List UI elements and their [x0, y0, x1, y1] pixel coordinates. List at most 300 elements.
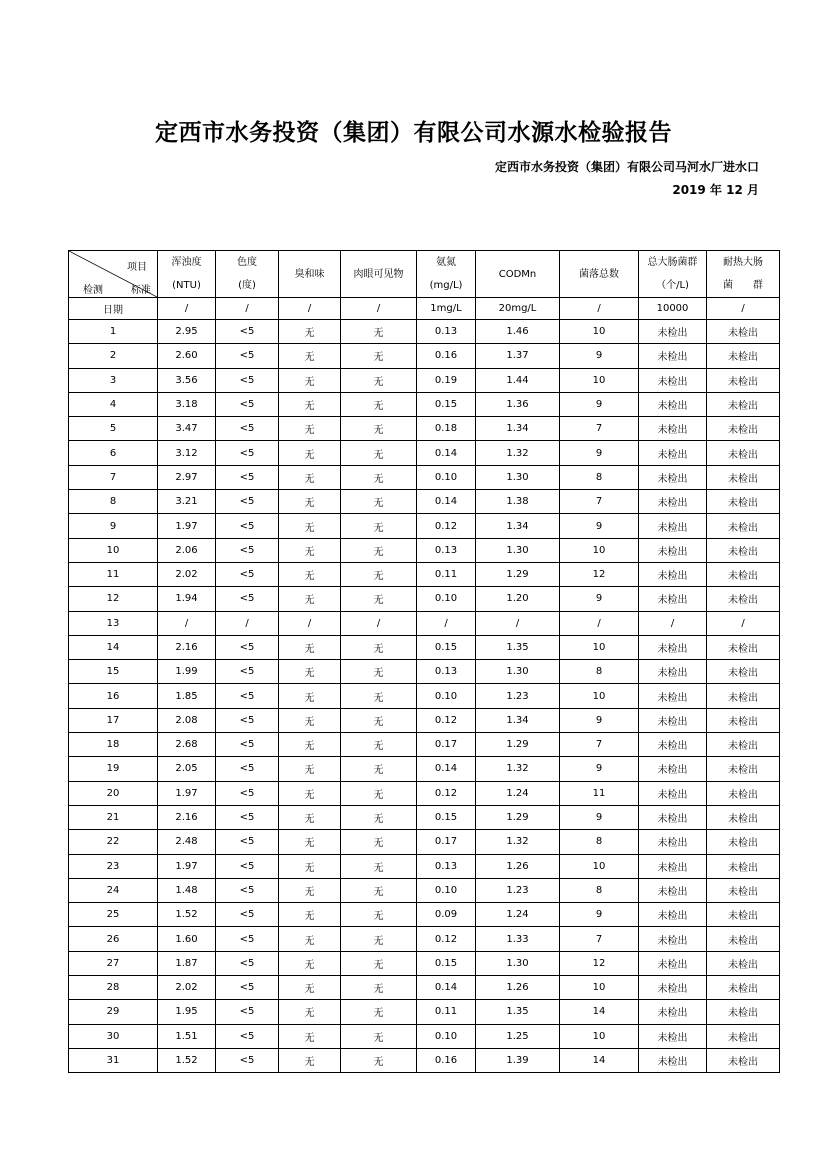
corner-item-label: 项目 [127, 262, 147, 273]
value-cell: 1.23 [476, 878, 560, 902]
column-header-unit: (mg/L) [429, 280, 463, 291]
value-cell: 1.94 [158, 587, 216, 611]
value-cell: 1.48 [158, 878, 216, 902]
value-cell: 1.29 [476, 805, 560, 829]
value-cell: 未检出 [707, 1024, 780, 1048]
value-cell: 1.36 [476, 392, 560, 416]
table-row [69, 757, 780, 781]
value-cell: 2.02 [158, 562, 216, 586]
value-cell: / [216, 611, 279, 635]
value-cell: 7 [560, 490, 639, 514]
value-cell: 无 [341, 903, 417, 927]
value-cell: <5 [216, 878, 279, 902]
value-cell: 0.15 [417, 805, 476, 829]
value-cell: 2.02 [158, 976, 216, 1000]
value-cell: 无 [341, 927, 417, 951]
value-cell: 9 [560, 344, 639, 368]
table-row [69, 417, 780, 441]
value-cell: 无 [341, 490, 417, 514]
day-cell: 25 [69, 903, 158, 927]
value-cell: 1.95 [158, 1000, 216, 1024]
value-cell: 2.05 [158, 757, 216, 781]
value-cell: 未检出 [707, 830, 780, 854]
day-cell: 4 [69, 392, 158, 416]
value-cell: 9 [560, 903, 639, 927]
value-cell: 无 [341, 757, 417, 781]
value-cell: 未检出 [707, 660, 780, 684]
value-cell: 无 [279, 684, 341, 708]
value-cell: 0.17 [417, 733, 476, 757]
value-cell: 无 [279, 660, 341, 684]
table-row [69, 854, 780, 878]
value-cell: 9 [560, 514, 639, 538]
column-header-title: 氨氮 [436, 257, 456, 268]
value-cell: 1.30 [476, 951, 560, 975]
column-header-title: 菌落总数 [579, 268, 619, 280]
value-cell: / [707, 611, 780, 635]
value-cell: 9 [560, 757, 639, 781]
day-cell: 8 [69, 490, 158, 514]
value-cell: 2.68 [158, 733, 216, 757]
value-cell: 1.35 [476, 635, 560, 659]
value-cell: 1.97 [158, 514, 216, 538]
day-cell: 19 [69, 757, 158, 781]
value-cell: 12 [560, 562, 639, 586]
day-cell: 6 [69, 441, 158, 465]
value-cell: 未检出 [707, 538, 780, 562]
value-cell: 未检出 [639, 587, 707, 611]
day-cell: 31 [69, 1048, 158, 1072]
value-cell: 无 [341, 951, 417, 975]
table-row [69, 368, 780, 392]
value-cell: 1.32 [476, 757, 560, 781]
corner-detect-label: 检测 [83, 285, 103, 296]
value-cell: 10 [560, 854, 639, 878]
value-cell: 2.08 [158, 708, 216, 732]
day-cell: 17 [69, 708, 158, 732]
value-cell: 1.34 [476, 708, 560, 732]
value-cell: 0.15 [417, 951, 476, 975]
value-cell: 8 [560, 660, 639, 684]
value-cell: 0.10 [417, 684, 476, 708]
value-cell: 未检出 [707, 684, 780, 708]
value-cell: 未检出 [707, 927, 780, 951]
value-cell: 未检出 [639, 344, 707, 368]
value-cell: 未检出 [707, 392, 780, 416]
value-cell: 0.14 [417, 490, 476, 514]
value-cell: 7 [560, 733, 639, 757]
value-cell: 无 [279, 733, 341, 757]
value-cell: <5 [216, 562, 279, 586]
value-cell: 7 [560, 417, 639, 441]
column-header-unit: (度) [238, 280, 256, 291]
value-cell: 无 [279, 854, 341, 878]
value-cell: / [279, 611, 341, 635]
value-cell: 无 [341, 320, 417, 344]
value-cell: 10 [560, 320, 639, 344]
day-cell: 18 [69, 733, 158, 757]
value-cell: <5 [216, 1048, 279, 1072]
value-cell: 1.26 [476, 854, 560, 878]
value-cell: 无 [341, 660, 417, 684]
value-cell: 无 [279, 538, 341, 562]
value-cell: 8 [560, 465, 639, 489]
day-cell: 9 [69, 514, 158, 538]
value-cell: 10 [560, 538, 639, 562]
water-quality-table [68, 250, 780, 1073]
value-cell: 1.37 [476, 344, 560, 368]
value-cell: 1.24 [476, 903, 560, 927]
value-cell: 无 [341, 805, 417, 829]
value-cell: 9 [560, 805, 639, 829]
column-header-unit: (NTU) [172, 280, 201, 291]
report-date: 2019 年 12 月 [672, 183, 759, 197]
value-cell: 1.52 [158, 1048, 216, 1072]
standard-row [69, 298, 780, 320]
value-cell: 10 [560, 1024, 639, 1048]
day-cell: 15 [69, 660, 158, 684]
value-cell: 无 [279, 1000, 341, 1024]
day-cell: 29 [69, 1000, 158, 1024]
report-title: 定西市水务投资（集团）有限公司水源水检验报告 [155, 120, 672, 146]
value-cell: 未检出 [639, 1024, 707, 1048]
value-cell: <5 [216, 392, 279, 416]
day-cell: 10 [69, 538, 158, 562]
value-cell: 无 [279, 830, 341, 854]
value-cell: 未检出 [639, 951, 707, 975]
value-cell: 0.10 [417, 587, 476, 611]
day-cell: 30 [69, 1024, 158, 1048]
value-cell: 无 [341, 684, 417, 708]
value-cell: 8 [560, 878, 639, 902]
value-cell: 0.10 [417, 1024, 476, 1048]
column-header-title: 臭和味 [294, 268, 325, 280]
table-row [69, 611, 780, 635]
table-row [69, 733, 780, 757]
value-cell: 未检出 [707, 951, 780, 975]
column-header-title: 色度 [237, 257, 257, 268]
value-cell: 未检出 [639, 417, 707, 441]
value-cell: 未检出 [707, 854, 780, 878]
value-cell: 0.12 [417, 514, 476, 538]
value-cell: <5 [216, 587, 279, 611]
value-cell: 未检出 [707, 344, 780, 368]
day-cell: 27 [69, 951, 158, 975]
value-cell: 3.56 [158, 368, 216, 392]
standard-value-2: / [216, 298, 279, 320]
value-cell: 2.48 [158, 830, 216, 854]
value-cell: 1.46 [476, 320, 560, 344]
value-cell: 无 [279, 490, 341, 514]
table-row [69, 562, 780, 586]
value-cell: 1.35 [476, 1000, 560, 1024]
value-cell: 0.13 [417, 320, 476, 344]
value-cell: 未检出 [639, 976, 707, 1000]
table-row [69, 392, 780, 416]
table-row [69, 538, 780, 562]
value-cell: / [158, 611, 216, 635]
column-header-1 [158, 251, 216, 298]
value-cell: <5 [216, 417, 279, 441]
value-cell: 无 [341, 878, 417, 902]
value-cell: 无 [279, 392, 341, 416]
standard-value-5: 1mg/L [417, 298, 476, 320]
table-row [69, 878, 780, 902]
organization-label: 定西市水务投资（集团）有限公司马河水厂进水口 [494, 160, 759, 174]
value-cell: / [476, 611, 560, 635]
table-row [69, 951, 780, 975]
day-cell: 11 [69, 562, 158, 586]
value-cell: 0.10 [417, 465, 476, 489]
value-cell: 未检出 [639, 878, 707, 902]
value-cell: <5 [216, 805, 279, 829]
value-cell: 无 [341, 635, 417, 659]
column-header-5 [417, 251, 476, 298]
value-cell: 无 [341, 538, 417, 562]
value-cell: 无 [341, 417, 417, 441]
value-cell: 未检出 [639, 781, 707, 805]
value-cell: 未检出 [639, 684, 707, 708]
value-cell: 0.13 [417, 538, 476, 562]
day-cell: 21 [69, 805, 158, 829]
day-cell: 22 [69, 830, 158, 854]
day-cell: 3 [69, 368, 158, 392]
table-row [69, 805, 780, 829]
value-cell: 未检出 [707, 514, 780, 538]
value-cell: 1.39 [476, 1048, 560, 1072]
value-cell: 无 [279, 344, 341, 368]
table-row [69, 660, 780, 684]
value-cell: 无 [279, 781, 341, 805]
value-cell: 1.26 [476, 976, 560, 1000]
value-cell: 未检出 [707, 805, 780, 829]
value-cell: 1.38 [476, 490, 560, 514]
day-cell: 26 [69, 927, 158, 951]
value-cell: 无 [341, 1048, 417, 1072]
value-cell: 0.19 [417, 368, 476, 392]
table-row [69, 830, 780, 854]
value-cell: 未检出 [707, 903, 780, 927]
column-header-6 [476, 251, 560, 298]
value-cell: 2.60 [158, 344, 216, 368]
value-cell: 未检出 [707, 465, 780, 489]
value-cell: <5 [216, 635, 279, 659]
value-cell: 无 [341, 344, 417, 368]
value-cell: / [341, 611, 417, 635]
value-cell: 未检出 [639, 465, 707, 489]
value-cell: 未检出 [639, 757, 707, 781]
value-cell: 无 [341, 441, 417, 465]
value-cell: 3.21 [158, 490, 216, 514]
value-cell: 10 [560, 976, 639, 1000]
value-cell: 0.12 [417, 708, 476, 732]
value-cell: 无 [341, 587, 417, 611]
value-cell: 1.87 [158, 951, 216, 975]
table-row [69, 514, 780, 538]
value-cell: 未检出 [639, 538, 707, 562]
value-cell: 0.11 [417, 562, 476, 586]
column-header-unit: 菌 群 [723, 280, 763, 291]
value-cell: 无 [279, 903, 341, 927]
value-cell: 0.12 [417, 927, 476, 951]
value-cell: 未检出 [639, 1048, 707, 1072]
value-cell: 无 [279, 635, 341, 659]
value-cell: 未检出 [639, 830, 707, 854]
value-cell: <5 [216, 684, 279, 708]
value-cell: 无 [341, 976, 417, 1000]
value-cell: 14 [560, 1000, 639, 1024]
value-cell: 无 [341, 1000, 417, 1024]
value-cell: 无 [279, 417, 341, 441]
value-cell: 0.11 [417, 1000, 476, 1024]
column-header-unit: （个/L) [656, 280, 689, 291]
value-cell: <5 [216, 708, 279, 732]
value-cell: <5 [216, 538, 279, 562]
value-cell: 无 [341, 562, 417, 586]
value-cell: 1.23 [476, 684, 560, 708]
value-cell: 无 [341, 733, 417, 757]
column-header-title: 肉眼可见物 [353, 268, 404, 280]
value-cell: 无 [279, 1024, 341, 1048]
value-cell: 2.06 [158, 538, 216, 562]
value-cell: 1.44 [476, 368, 560, 392]
value-cell: <5 [216, 320, 279, 344]
value-cell: 未检出 [707, 635, 780, 659]
value-cell: <5 [216, 951, 279, 975]
day-cell: 7 [69, 465, 158, 489]
value-cell: <5 [216, 490, 279, 514]
value-cell: 无 [279, 562, 341, 586]
value-cell: 0.15 [417, 635, 476, 659]
value-cell: 无 [279, 320, 341, 344]
value-cell: 未检出 [639, 903, 707, 927]
value-cell: 0.14 [417, 757, 476, 781]
day-cell: 13 [69, 611, 158, 635]
column-header-3 [279, 251, 341, 298]
value-cell: 无 [279, 878, 341, 902]
value-cell: <5 [216, 514, 279, 538]
value-cell: 9 [560, 392, 639, 416]
table-row [69, 320, 780, 344]
value-cell: 未检出 [639, 490, 707, 514]
value-cell: 未检出 [707, 587, 780, 611]
column-header-title: 总大肠菌群 [647, 257, 698, 268]
value-cell: <5 [216, 927, 279, 951]
table-row [69, 465, 780, 489]
standard-value-9: / [707, 298, 780, 320]
table-row [69, 635, 780, 659]
value-cell: 1.60 [158, 927, 216, 951]
value-cell: <5 [216, 344, 279, 368]
value-cell: 无 [341, 1024, 417, 1048]
value-cell: 14 [560, 1048, 639, 1072]
value-cell: 无 [279, 368, 341, 392]
value-cell: 2.16 [158, 805, 216, 829]
value-cell: <5 [216, 441, 279, 465]
day-cell: 20 [69, 781, 158, 805]
value-cell: 未检出 [707, 1048, 780, 1072]
value-cell: 未检出 [639, 635, 707, 659]
value-cell: 无 [341, 465, 417, 489]
value-cell: 未检出 [707, 417, 780, 441]
day-cell: 5 [69, 417, 158, 441]
value-cell: 1.97 [158, 854, 216, 878]
value-cell: 11 [560, 781, 639, 805]
value-cell: 12 [560, 951, 639, 975]
value-cell: 8 [560, 830, 639, 854]
day-cell: 28 [69, 976, 158, 1000]
value-cell: 0.16 [417, 1048, 476, 1072]
value-cell: 未检出 [707, 368, 780, 392]
value-cell: <5 [216, 368, 279, 392]
standard-value-6: 20mg/L [476, 298, 560, 320]
value-cell: 0.14 [417, 441, 476, 465]
value-cell: 1.34 [476, 417, 560, 441]
value-cell: 7 [560, 927, 639, 951]
value-cell: 未检出 [707, 320, 780, 344]
value-cell: 未检出 [707, 490, 780, 514]
day-cell: 14 [69, 635, 158, 659]
value-cell: 0.18 [417, 417, 476, 441]
value-cell: 未检出 [639, 514, 707, 538]
value-cell: 无 [279, 927, 341, 951]
value-cell: 未检出 [639, 562, 707, 586]
standard-value-8: 10000 [639, 298, 707, 320]
value-cell: / [417, 611, 476, 635]
day-cell: 16 [69, 684, 158, 708]
table-row [69, 490, 780, 514]
value-cell: 无 [341, 830, 417, 854]
table-row [69, 344, 780, 368]
value-cell: 2.97 [158, 465, 216, 489]
value-cell: 2.95 [158, 320, 216, 344]
value-cell: 1.32 [476, 830, 560, 854]
value-cell: 1.30 [476, 465, 560, 489]
value-cell: <5 [216, 1024, 279, 1048]
value-cell: 无 [279, 805, 341, 829]
value-cell: 10 [560, 684, 639, 708]
value-cell: 1.30 [476, 660, 560, 684]
table-row [69, 976, 780, 1000]
value-cell: 无 [279, 441, 341, 465]
column-header-2 [216, 251, 279, 298]
value-cell: 未检出 [639, 1000, 707, 1024]
table-row [69, 684, 780, 708]
value-cell: 0.13 [417, 660, 476, 684]
value-cell: <5 [216, 1000, 279, 1024]
value-cell: 未检出 [639, 805, 707, 829]
standard-value-1: / [158, 298, 216, 320]
value-cell: 无 [341, 708, 417, 732]
value-cell: 3.18 [158, 392, 216, 416]
value-cell: / [639, 611, 707, 635]
value-cell: 未检出 [639, 660, 707, 684]
value-cell: <5 [216, 830, 279, 854]
value-cell: 9 [560, 587, 639, 611]
value-cell: 无 [279, 465, 341, 489]
standard-value-4: / [341, 298, 417, 320]
value-cell: 未检出 [639, 733, 707, 757]
value-cell: 10 [560, 368, 639, 392]
value-cell: <5 [216, 465, 279, 489]
value-cell: 0.12 [417, 781, 476, 805]
value-cell: 无 [279, 757, 341, 781]
value-cell: 3.12 [158, 441, 216, 465]
value-cell: <5 [216, 660, 279, 684]
column-header-title: 耐热大肠 [723, 257, 763, 268]
value-cell: 1.24 [476, 781, 560, 805]
value-cell: 无 [279, 951, 341, 975]
